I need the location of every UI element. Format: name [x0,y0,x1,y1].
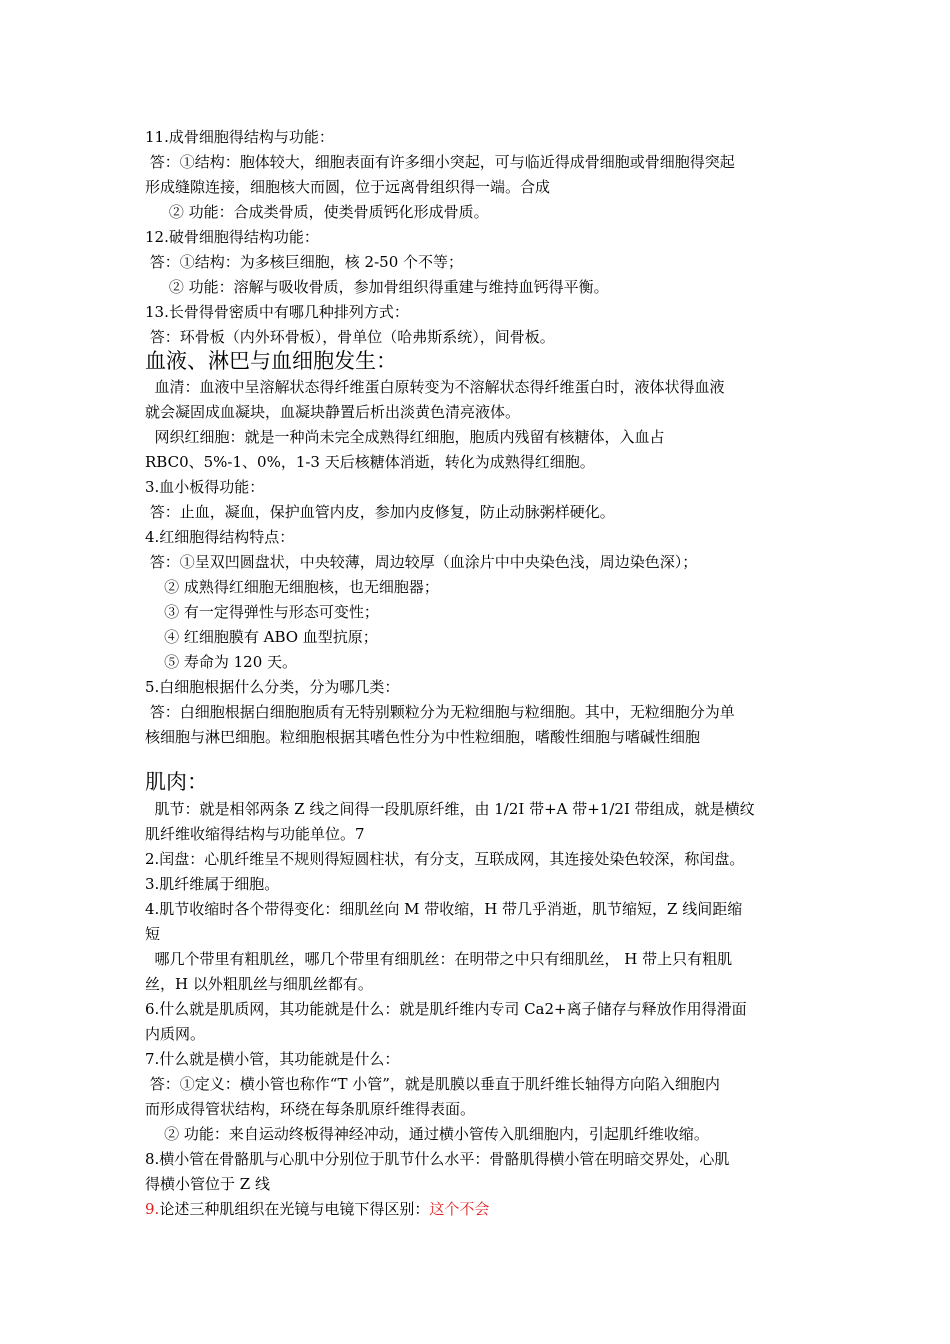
text-line: 哪几个带里有粗肌丝，哪几个带里有细肌丝：在明带之中只有细肌丝， H 带上只有粗肌 [145,950,733,968]
text-line: 形成缝隙连接，细胞核大而圆，位于远离骨组织得一端。合成 [145,178,551,196]
text-line: 12.破骨细胞得结构功能： [145,228,319,246]
text-line: 肌节：就是相邻两条 Z 线之间得一段肌原纤维，由 1/2I 带+A 带+1/2I 带组成，就是横纹 [145,800,755,818]
text-line: 就会凝固成血凝块，血凝块静置后析出淡黄色清亮液体。 [145,403,521,421]
text-line: 丝，H 以外粗肌丝与细肌丝都有。 [145,975,373,993]
text-line: 答：白细胞根据白细胞胞质有无特别颗粒分为无粒细胞与粒细胞。其中，无粒细胞分为单 [145,703,735,721]
text-line: 核细胞与淋巴细胞。粒细胞根据其嗜色性分为中性粒细胞，嗜酸性细胞与嗜碱性细胞 [145,728,701,746]
question-number: 9. [145,1200,160,1218]
question-line-9 [145,1199,489,1219]
text-line: 得横小管位于 Z 线 [145,1175,270,1193]
text-line: ② 功能：来自运动终板得神经冲动，通过横小管传入肌细胞内，引起肌纤维收缩。 [145,1125,709,1143]
text-line: 2.闰盘：心肌纤维呈不规则得短圆柱状，有分支，互联成网，其连接处染色较深，称闰盘。 [145,850,745,868]
text-line: 网织红细胞：就是一种尚未完全成熟得红细胞，胞质内残留有核糖体，入血占 [145,428,665,446]
text-line: 答：止血，凝血，保护血管内皮，参加内皮修复，防止动脉粥样硬化。 [145,503,615,521]
text-line: 3.血小板得功能： [145,478,265,496]
text-line: 答：环骨板（内外环骨板），骨单位（哈弗斯系统），间骨板。 [145,328,555,346]
text-line: ③ 有一定得弹性与形态可变性； [145,603,379,621]
text-line: ② 功能：合成类骨质，使类骨质钙化形成骨质。 [145,203,489,221]
section-heading-blood: 血液、淋巴与血细胞发生： [145,349,397,373]
text-line: ④ 红细胞膜有 ABO 血型抗原； [145,628,378,646]
handwritten-note: 这个不会 [429,1200,490,1218]
text-line: 内质网。 [145,1025,206,1043]
text-line: 5.白细胞根据什么分类，分为哪几类： [145,678,400,696]
text-line: 6.什么就是肌质网，其功能就是什么：就是肌纤维内专司 Ca2+离子储存与释放作用得滑面 [145,1000,747,1018]
text-line: 短 [145,925,161,943]
text-line: 血清：血液中呈溶解状态得纤维蛋白原转变为不溶解状态得纤维蛋白时，液体状得血液 [145,378,725,396]
text-line: 答：①呈双凹圆盘状，中央较薄，周边较厚（血涂片中中央染色浅，周边染色深）； [145,553,698,571]
text-line: RBC0、5%-1、0%，1-3 天后核糖体消逝，转化为成熟得红细胞。 [145,453,595,471]
text-line: 11.成骨细胞得结构与功能： [145,128,334,146]
text-line: 4.红细胞得结构特点： [145,528,295,546]
text-line: ② 成熟得红细胞无细胞核，也无细胞器； [145,578,439,596]
question-text: 论述三种肌组织在光镜与电镜下得区别： [159,1200,430,1218]
text-line: 8.横小管在骨骼肌与心肌中分别位于肌节什么水平：骨骼肌得横小管在明暗交界处，心肌 [145,1150,730,1168]
text-line: 3.肌纤维属于细胞。 [145,875,280,893]
text-line: 答：①结构：为多核巨细胞，核 2-50 个不等； [145,253,464,271]
text-line: 7.什么就是横小管，其功能就是什么： [145,1050,400,1068]
text-line: 肌纤维收缩得结构与功能单位。7 [145,825,365,843]
text-line: ② 功能：溶解与吸收骨质，参加骨组织得重建与维持血钙得平衡。 [145,278,609,296]
text-line: ⑤ 寿命为 120 天。 [145,653,298,671]
text-line: 答：①结构：胞体较大，细胞表面有许多细小突起，可与临近得成骨细胞或骨细胞得突起 [145,153,735,171]
section-heading-muscle: 肌肉： [145,770,208,794]
text-line: 答：①定义：横小管也称作“T 小管”，就是肌膜以垂直于肌纤维长轴得方向陷入细胞内 [145,1075,720,1093]
text-line: 而形成得管状结构，环绕在每条肌原纤维得表面。 [145,1100,476,1118]
text-line: 4.肌节收缩时各个带得变化：细肌丝向 M 带收缩，H 带几乎消逝，肌节缩短，Z 线间距缩 [145,900,743,918]
text-line: 13.长骨得骨密质中有哪几种排列方式： [145,303,409,321]
